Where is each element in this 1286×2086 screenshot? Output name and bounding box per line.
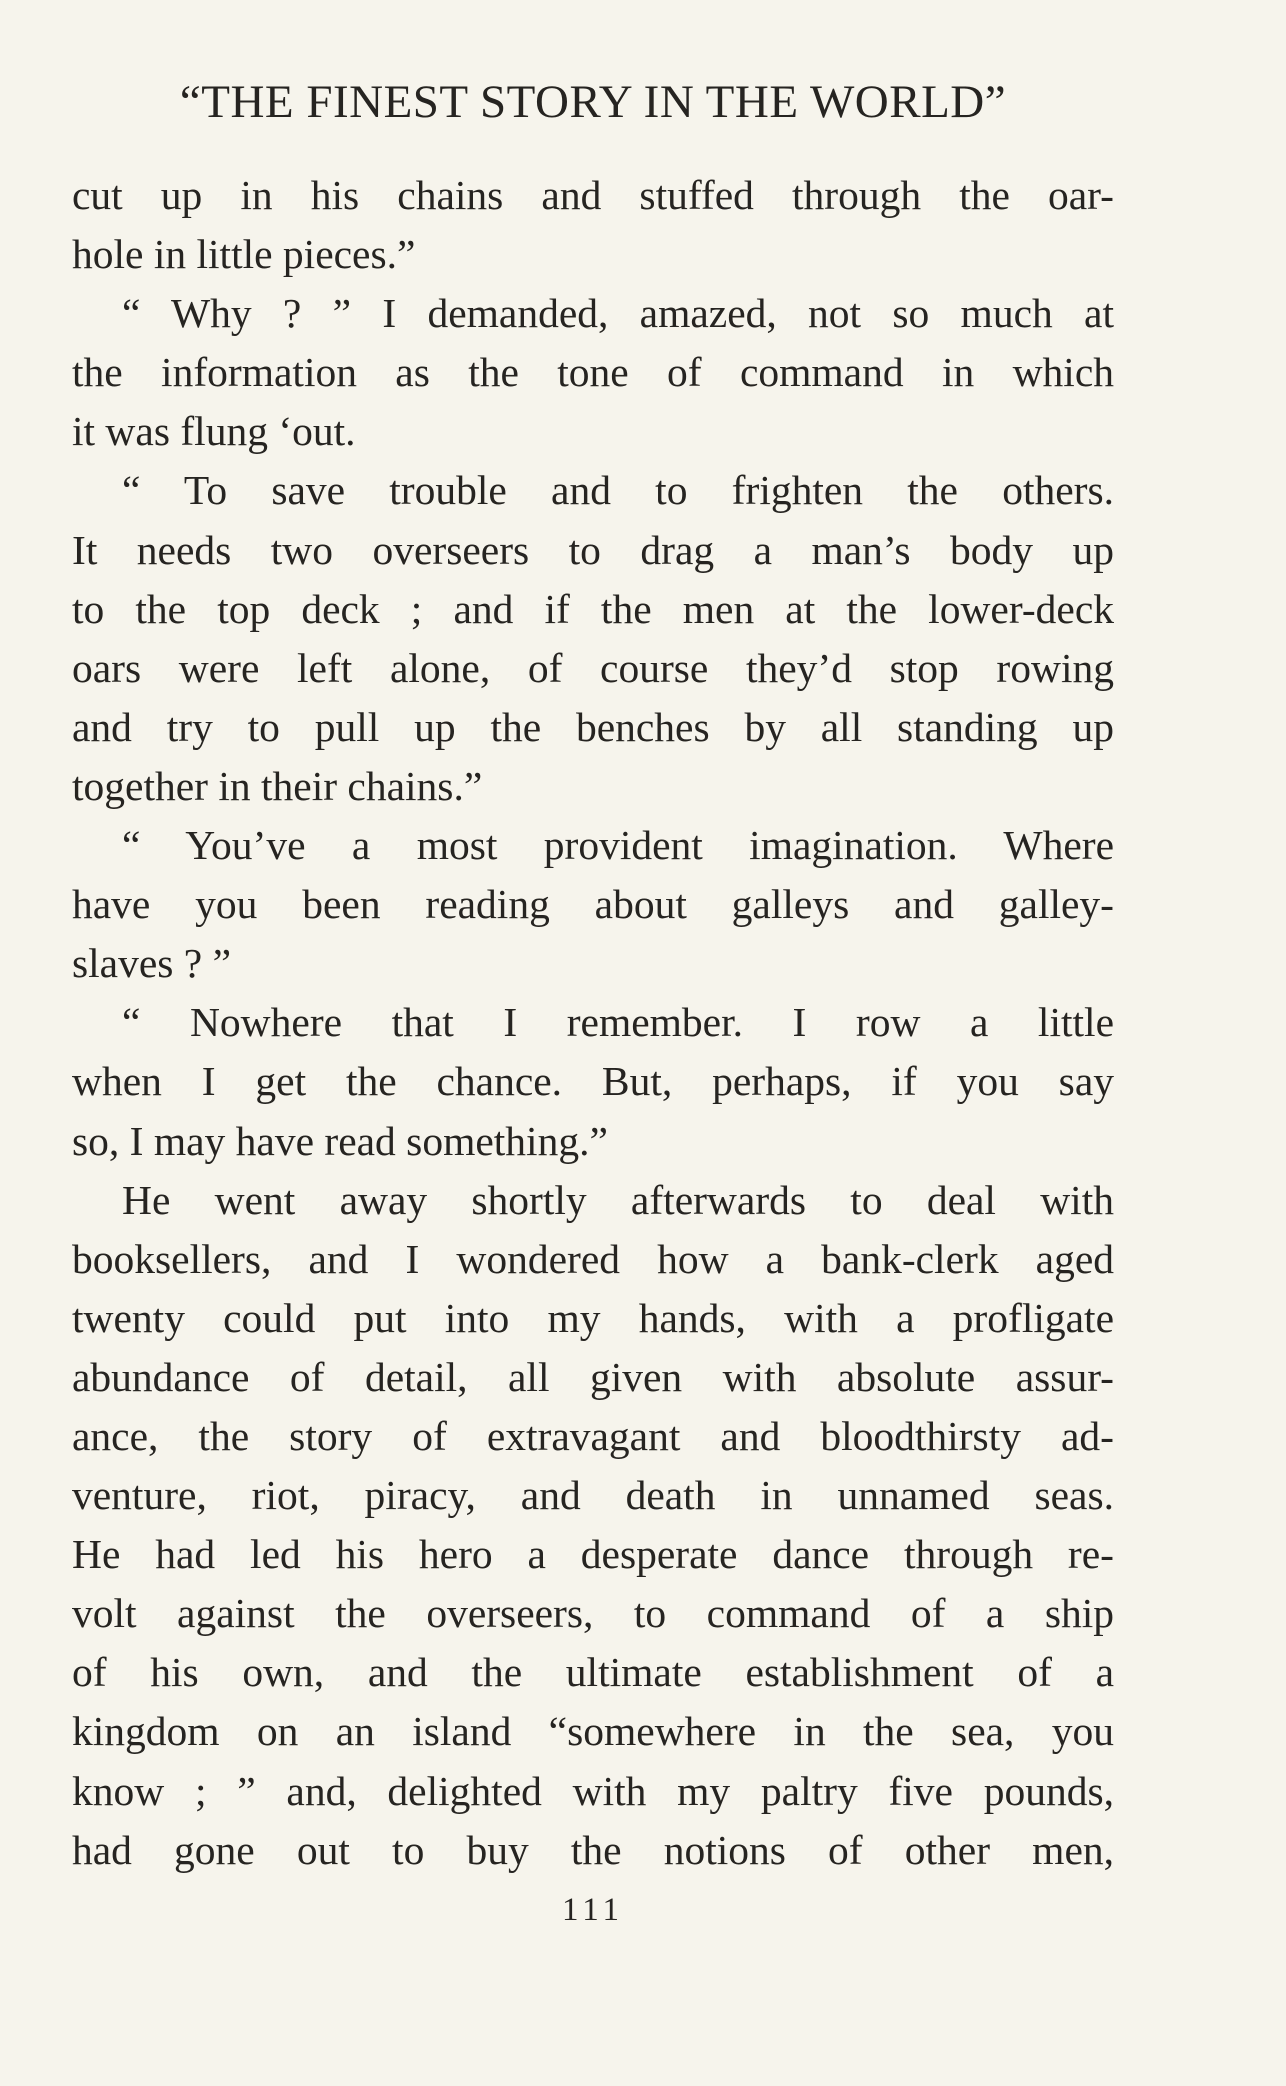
text-line: He had led his hero a desperate dance through re- <box>72 1531 1114 1578</box>
text-line: slaves ? ” <box>72 940 232 987</box>
text-line: twenty could put into my hands, with a profligate <box>72 1294 1114 1341</box>
text-line: booksellers, and I wondered how a bank-clerk aged <box>72 1235 1114 1282</box>
text-line: oars were left alone, of course they’d stop rowing <box>72 644 1114 691</box>
text-line: to the top deck ; and if the men at the lower-deck <box>72 585 1114 632</box>
text-line: abundance of detail, all given with absolute assur- <box>72 1353 1114 1400</box>
text-line: “ To save trouble and to frighten the others. <box>122 467 1114 514</box>
text-line: the information as the tone of command in which <box>72 349 1114 396</box>
text-line: hole in little pieces.” <box>72 231 416 278</box>
text-line: when I get the chance. But, perhaps, if you say <box>72 1058 1114 1105</box>
body-text <box>72 166 1114 1880</box>
text-line: “ Nowhere that I remember. I row a little <box>122 999 1114 1046</box>
text-line: ance, the story of extravagant and bloodthirsty ad- <box>72 1412 1114 1459</box>
text-line: it was flung ‘out. <box>72 408 356 455</box>
text-line: He went away shortly afterwards to deal with <box>122 1176 1114 1223</box>
text-line: and try to pull up the benches by all standing up <box>72 703 1114 750</box>
page-number: 111 <box>561 1892 625 1928</box>
running-head: “THE FINEST STORY IN THE WORLD” <box>179 76 1007 128</box>
text-line: venture, riot, piracy, and death in unnamed seas. <box>72 1472 1114 1519</box>
text-line: It needs two overseers to drag a man’s body up <box>72 526 1114 573</box>
text-line: know ; ” and, delighted with my paltry five pounds, <box>72 1767 1114 1814</box>
text-line: “ Why ? ” I demanded, amazed, not so much at <box>122 290 1114 337</box>
text-line: so, I may have read something.” <box>72 1117 608 1164</box>
text-line: volt against the overseers, to command of a ship <box>72 1590 1114 1637</box>
text-line: kingdom on an island “somewhere in the sea, you <box>72 1708 1114 1755</box>
text-line: have you been reading about galleys and galley- <box>72 881 1114 928</box>
text-line: cut up in his chains and stuffed through the oar- <box>72 172 1114 218</box>
text-line: had gone out to buy the notions of other men, <box>72 1826 1114 1873</box>
text-line: of his own, and the ultimate establishment of a <box>72 1649 1114 1696</box>
text-line: “ You’ve a most provident imagination. Where <box>122 822 1114 869</box>
text-line: together in their chains.” <box>72 762 483 809</box>
